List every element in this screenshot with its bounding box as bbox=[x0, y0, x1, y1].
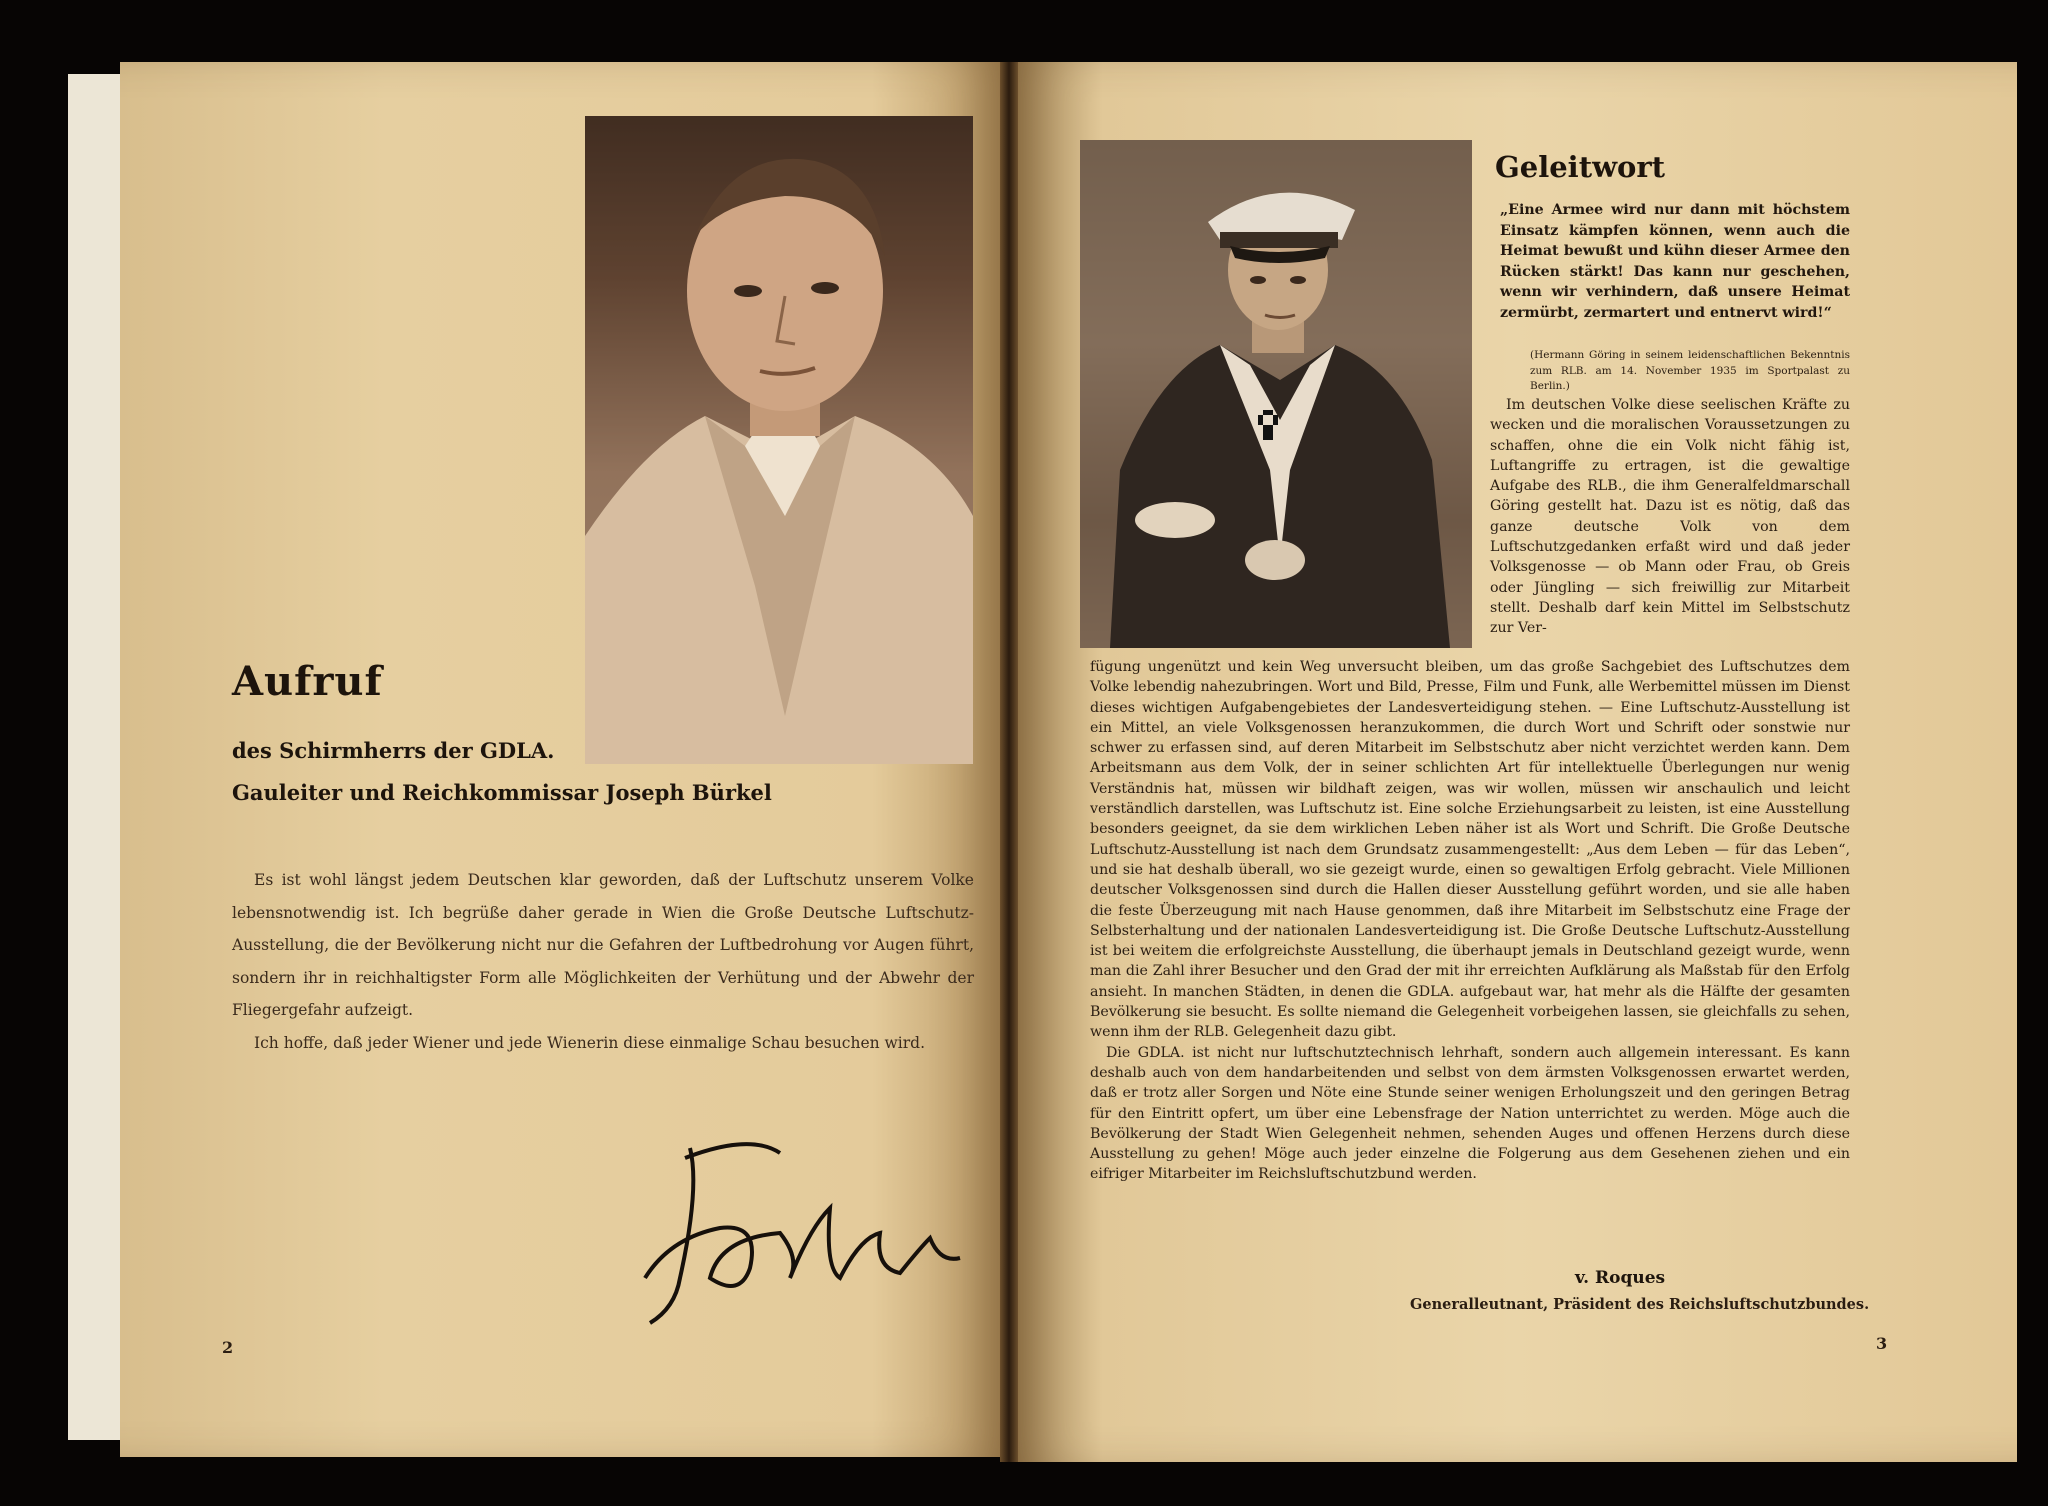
appeal-text bbox=[232, 864, 974, 1059]
foreword-column-paragraph: Im deutschen Volke diese seelischen Kräfte zu wecken und die moralischen Voraussetzungen zu schaffen, ohne die ein Volk nicht fähig ist, Luftangriffe zu ertragen, ist die gewaltige Aufgabe des RLB., die ihm Generalfeldmarschall Göring gestellt hat. Dazu ist es nötig, daß das ganze deutsche Volk von dem Luftschutzgedanken erfaßt wird und daß jeder Volksgenosse — ob Mann oder Frau, ob Greis oder Jüngling — sich freiwillig zur Mitarbeit stellt. Deshalb darf kein Mittel im Selbstschutz zur Ver- bbox=[1490, 397, 1850, 637]
appeal-paragraph-1: Es ist wohl längst jedem Deutschen klar geworden, daß der Luftschutz unserem Volke lebensnotwendig ist. Ich begrüße daher gerade in Wien die Große Deutsche Luftschutz-Ausstellung, die der Bevölkerung nicht nur die Gefahren der Luftbedrohung vor Augen führt, sondern ihr in reichhaltigster Form alle Möglichkeiten der Verhütung und der Abwehr der Fliegergefahr aufzeigt. bbox=[232, 871, 974, 1019]
subtitle-line-1: des Schirmherrs der GDLA. bbox=[232, 738, 555, 763]
underlying-page-edge bbox=[68, 74, 128, 1440]
portrait-photo-roques bbox=[1080, 140, 1472, 648]
goering-quote: „Eine Armee wird nur dann mit höchstem Einsatz kämpfen können, wenn auch die Heimat bewußt und kühn dieser Armee den Rücken stärkt! Das kann nur geschehen, wenn wir verhindern, daß unsere Heimat zermürbt, zermartert und entnervt wird!“ bbox=[1500, 202, 1850, 321]
page-number-right: 3 bbox=[1876, 1334, 1888, 1353]
author-title: Generalleutnant, Präsident des Reichsluftschutzbundes. bbox=[1410, 1296, 1870, 1313]
foreword-paragraph-2: Die GDLA. ist nicht nur luftschutztechnisch lehrhaft, sondern auch allgemein interessant. Es kann deshalb auch von dem handarbeitenden und selbst von dem ärmsten Volksgenossen erwartet werden, daß er trotz aller Sorgen und Nöte eine Stunde seiner wenigen Erholungszeit und den geringen Betrag für den Eintritt opfert, um über eine Lebensfrage der Nation unterrichtet zu werden. Möge auch die Bevölkerung der Stadt Wien Gelegenheit nehmen, sehenden Auges und offenen Herzens durch diese Ausstellung zu gehen! Möge auch jeder einzelne die Folgerung aus dem Gesehenen ziehen und ein eifriger Mitarbeiter im Reichsluftschutzbund werden. bbox=[1090, 1044, 1850, 1183]
foreword-paragraph-1: fügung ungenützt und kein Weg unversucht bleiben, um das große Sachgebiet des Luftschutzes dem Volke lebendig nahezubringen. Wort und Bild, Presse, Film und Funk, alle Werbemittel müssen im Dienst dieses wichtigen Aufgabengebietes der Landesverteidigung stehen. — Eine Luftschutz-Ausstellung ist ein Mittel, an viele Volksgenossen heranzukommen, die durch Wort und Schrift oder sonstwie nur schwer zu erfassen sind, auf deren Mitarbeit im Selbstschutz aber nicht verzichtet werden kann. Dem Arbeitsmann aus dem Volk, der in seiner schlichten Art für intellektuelle Überlegungen nur wenig Verständnis hat, müssen wir bildhaft zeigen, was wir wollen, müssen wir anschaulich und leicht verständlich darstellen, was Luftschutz ist. Eine solche Erziehungsarbeit zu leisten, ist eine Ausstellung besonders geeignet, da sie dem wirklichen Leben näher ist als Wort und Schrift. Die Große Deutsche Luftschutz-Ausstellung ist nach dem Grundsatz zusammengestellt: „Aus dem Leben — für das Leben“, und sie hat deshalb überall, wo sie gezeigt wurde, einen so gewaltigen Erfolg gebracht. Viele Millionen deutscher Volksgenossen sind durch die Hallen dieser Ausstellung geführt worden, und sie alle haben die feste Überzeugung mit nach Hause genommen, daß ihre Mitarbeit im Selbstschutz eine Frage der Selbsterhaltung und der nationalen Landesverteidigung ist. Die Große Deutsche Luftschutz-Ausstellung ist bei weitem die erfolgreichste Ausstellung, die überhaupt jemals in Deutschland gezeigt wurde, wenn man die Zahl ihrer Besucher und den Grad der mit ihr erreichten Aufklärung als Maßstab für den Erfolg ansieht. In manchen Städten, in denen die GDLA. aufgebaut war, hat mehr als die Hälfte der gesamten Bevölkerung sie besucht. Es sollte niemand die Gelegenheit vorbeigehen lassen, sie gleichfalls zu sehen, wenn ihm der RLB. Gelegenheit dazu gibt. bbox=[1090, 659, 1850, 1041]
handwritten-signature bbox=[630, 1128, 970, 1328]
foreword-column-text bbox=[1490, 395, 1850, 639]
book-gutter bbox=[1000, 62, 1018, 1462]
quote-source: (Hermann Göring in seinem leidenschaftlichen Bekenntnis zum RLB. am 14. November 1935 im Sportpalast zu Berlin.) bbox=[1530, 349, 1850, 392]
portrait-photo-burkel bbox=[585, 116, 973, 764]
subtitle-line-2: Gauleiter und Reichkommissar Joseph Bürkel bbox=[232, 780, 772, 805]
appeal-paragraph-2: Ich hoffe, daß jeder Wiener und jede Wienerin diese einmalige Schau besuchen wird. bbox=[254, 1033, 926, 1052]
page-title-geleitwort: Geleitwort bbox=[1495, 150, 1666, 184]
page-title-aufruf: Aufruf bbox=[232, 658, 383, 705]
foreword-body bbox=[1090, 657, 1850, 1185]
page-number-left: 2 bbox=[222, 1338, 234, 1357]
author-name: v. Roques bbox=[1575, 1268, 1666, 1288]
